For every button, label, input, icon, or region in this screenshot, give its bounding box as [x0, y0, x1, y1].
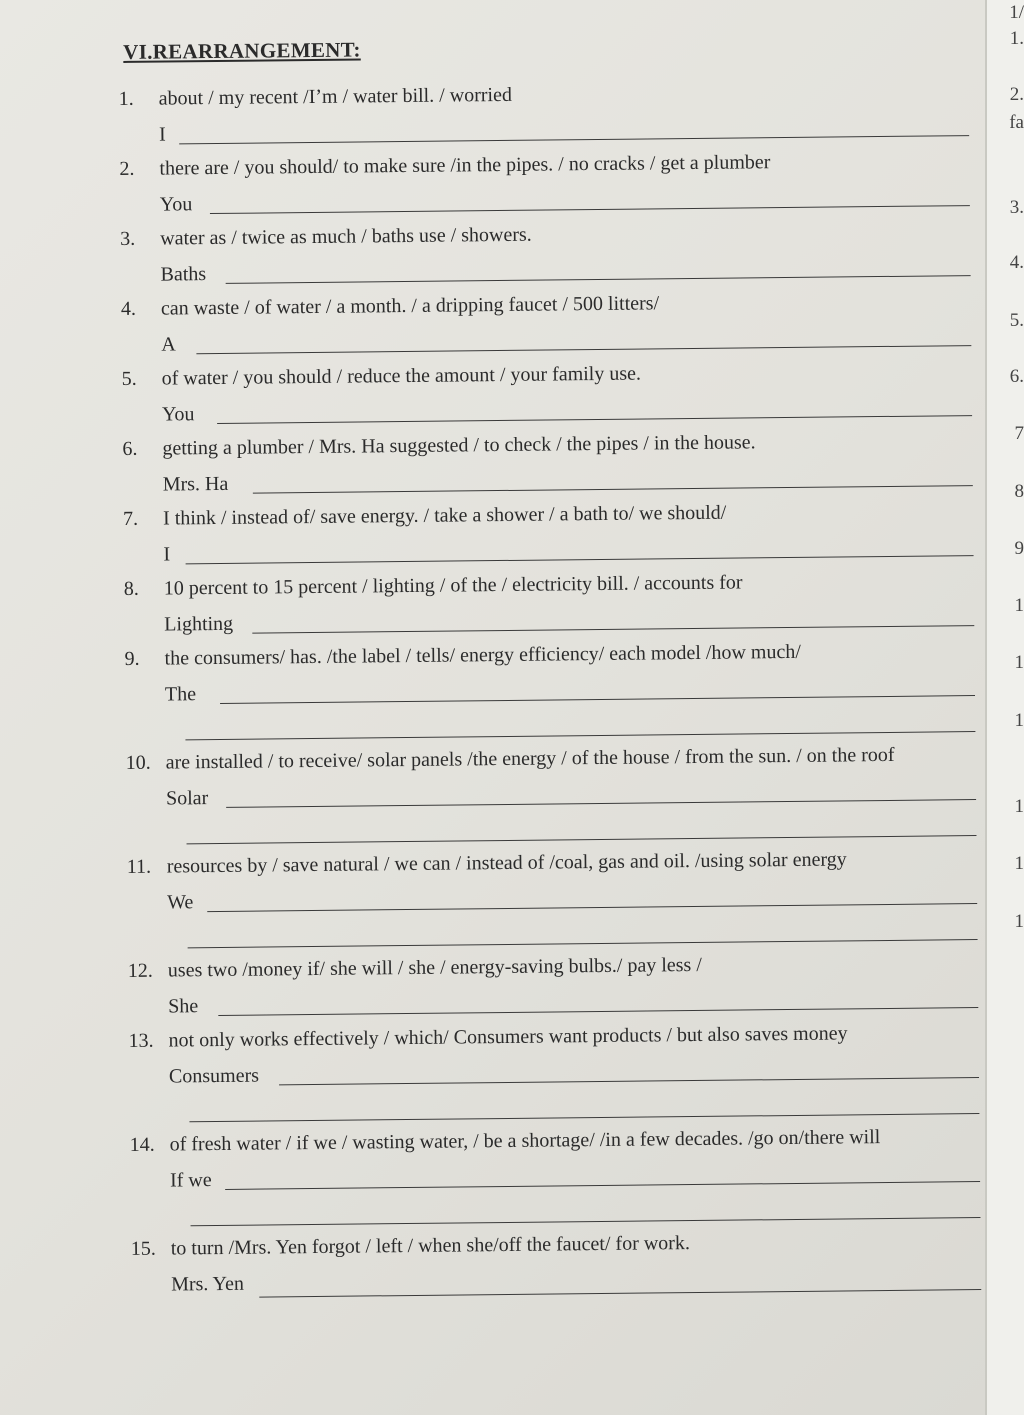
- edge-text: 6.: [1009, 366, 1024, 387]
- edge-text: 1: [1014, 595, 1024, 616]
- edge-text: 1.: [1009, 28, 1024, 49]
- answer-starter: Baths: [160, 263, 207, 286]
- exercise-prompt: 12. uses two /money if/ she will / she / energy-saving bulbs./ pay less /: [127, 953, 702, 982]
- exercise-11: [126, 847, 982, 914]
- exercise-14: [129, 1125, 985, 1192]
- answer-line[interactable]: [253, 485, 973, 494]
- exercise-7: [123, 499, 978, 566]
- exercise-prompt: 8. 10 percent to 15 percent / lighting / of the / electricity bill. / accounts for: [123, 571, 743, 600]
- answer-starter: She: [168, 995, 199, 1018]
- answer-starter: Solar: [165, 787, 209, 810]
- exercise-prompt: 15. to turn /Mrs. Yen forgot / left / when she/off the faucet/ for work.: [130, 1232, 691, 1260]
- answer-line[interactable]: [279, 1077, 979, 1085]
- answer-starter: I: [163, 543, 171, 566]
- answer-starter: If we: [169, 1169, 212, 1192]
- exercise-4: [120, 289, 976, 356]
- answer-starter: I: [158, 123, 166, 146]
- edge-text: 5.: [1009, 310, 1024, 331]
- exercise-prompt: 1. about / my recent /I’m / water bill. / worried: [118, 83, 513, 110]
- exercise-prompt: 5. of water / you should / reduce the amount / your family use.: [121, 362, 642, 390]
- exercise-6: [122, 429, 977, 496]
- exercise-prompt: 13. not only works effectively / which/ Consumers want products / but also saves money: [128, 1022, 848, 1052]
- exercise-prompt: 6. getting a plumber / Mrs. Ha suggested / to check / the pipes / in the house.: [122, 431, 756, 460]
- exercise-prompt: 14. of fresh water / if we / wasting water, / be a shortage/ /in a few decades. /go on/there will: [129, 1126, 881, 1156]
- answer-starter: Mrs. Ha: [162, 472, 229, 496]
- edge-text: 1: [1014, 710, 1024, 731]
- answer-starter: Mrs. Yen: [171, 1272, 245, 1296]
- answer-line[interactable]: [186, 555, 974, 564]
- answer-starter: The: [164, 683, 197, 706]
- answer-line[interactable]: [225, 1181, 980, 1190]
- edge-text: 7: [1014, 423, 1024, 444]
- answer-line[interactable]: [210, 205, 970, 214]
- answer-line[interactable]: [259, 1289, 981, 1298]
- exercise-8: [123, 569, 979, 636]
- exercise-prompt: 11. resources by / save natural / we can / instead of /coal, gas and oil. /using solar energy: [126, 848, 847, 878]
- answer-line-2[interactable]: [188, 939, 978, 948]
- exercise-10: [125, 743, 981, 810]
- exercise-1: [118, 79, 974, 146]
- exercise-2: [119, 149, 974, 216]
- exercise-12: [127, 951, 983, 1018]
- answer-line[interactable]: [207, 903, 977, 912]
- answer-line[interactable]: [196, 345, 971, 354]
- answer-line[interactable]: [226, 799, 976, 808]
- answer-line-2[interactable]: [185, 731, 975, 740]
- exercise-prompt: 4. can waste / of water / a month. / a dripping faucet / 500 litters/: [120, 292, 660, 320]
- answer-starter: A: [161, 333, 176, 356]
- edge-text: 4.: [1009, 252, 1024, 273]
- exercise-prompt: 2. there are / you should/ to make sure /in the pipes. / no cracks / get a plumber: [119, 151, 771, 180]
- answer-line[interactable]: [226, 275, 971, 284]
- answer-line-2[interactable]: [187, 835, 977, 844]
- answer-line[interactable]: [220, 695, 975, 704]
- answer-starter: We: [167, 891, 194, 914]
- exercise-9: [124, 639, 979, 706]
- edge-text: 1: [1014, 853, 1024, 874]
- answer-line[interactable]: [218, 1007, 978, 1016]
- answer-line-2[interactable]: [191, 1217, 981, 1226]
- exercise-5: [121, 359, 977, 426]
- next-page-edge: [985, 0, 1024, 1415]
- edge-text: 3.: [1009, 197, 1024, 218]
- exercise-3: [120, 219, 975, 286]
- exercise-13: [128, 1021, 983, 1088]
- answer-line[interactable]: [252, 625, 974, 634]
- edge-text: fa: [1009, 112, 1024, 133]
- edge-text: 8: [1014, 481, 1024, 502]
- edge-text: 1/: [1009, 2, 1024, 23]
- edge-text: 9: [1014, 538, 1024, 559]
- answer-starter: You: [159, 193, 193, 216]
- answer-line[interactable]: [217, 415, 972, 424]
- exercise-prompt: 10. are installed / to receive/ solar panels /the energy / of the house / from the sun. / on the roof: [125, 743, 895, 774]
- edge-text: 1: [1014, 652, 1024, 673]
- exercise-prompt: 7. I think / instead of/ save energy. / take a shower / a bath to/ we should/: [123, 501, 727, 530]
- answer-starter: Lighting: [164, 612, 234, 636]
- edge-text: 1: [1014, 796, 1024, 817]
- edge-text: 1: [1014, 911, 1024, 932]
- worksheet-content: [118, 21, 973, 1296]
- answer-line[interactable]: [179, 135, 969, 144]
- exercise-prompt: 9. the consumers/ has. /the label / tells/ energy efficiency/ each model /how much/: [124, 640, 801, 670]
- answer-starter: Consumers: [168, 1064, 260, 1088]
- answer-line-2[interactable]: [189, 1113, 979, 1122]
- edge-text: 2.: [1009, 84, 1024, 105]
- exercise-15: [130, 1229, 986, 1296]
- section-title: VI.REARRANGEMENT:: [123, 37, 361, 64]
- exercise-prompt: 3. water as / twice as much / baths use / showers.: [120, 223, 532, 250]
- answer-starter: You: [161, 403, 195, 426]
